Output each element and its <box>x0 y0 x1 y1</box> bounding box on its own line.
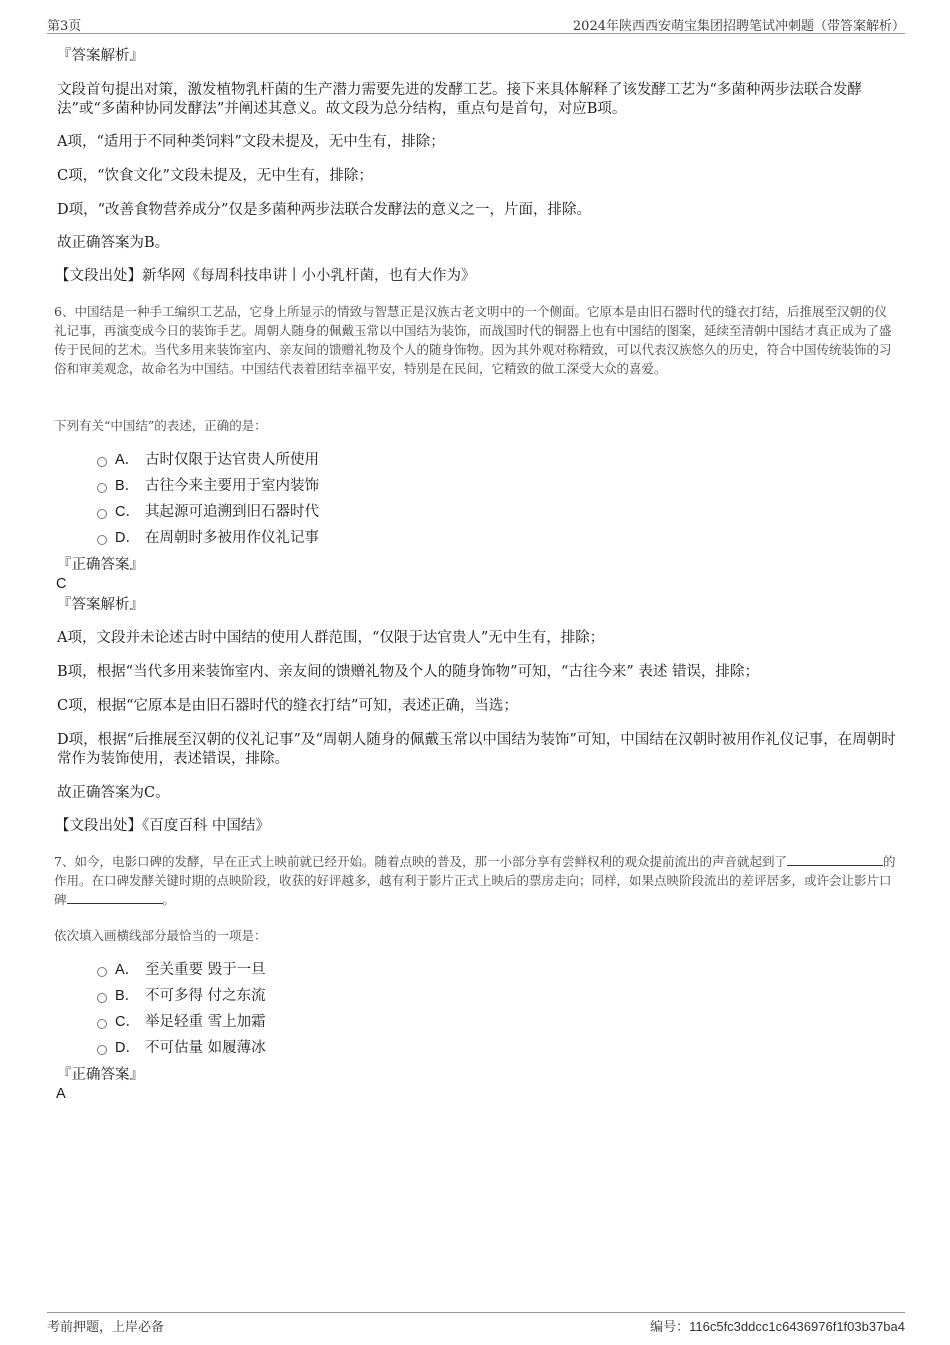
q6-passage: 6、中国结是一种手工编织工艺品，它身上所显示的情致与智慧正是汉族古老文明中的一个侧面。它原本是由旧石器时代的缝衣打结，后推展至汉朝的仪礼记事，再演变成今日的装饰手艺。周朝人随身的佩戴玉常以中国结为装饰，而战国时代的铜器上也有中国结的图案，延续至清朝中国结才真正成为了盛传于民间的艺术。当代多用来装饰室内、亲友间的馈赠礼物及个人的随身饰物。因为其外观对称精致，可以代表汉族悠久的历史，符合中国传统装饰的习俗和审美观念，故命名为中国结。中国结代表着团结幸福平安，特别是在民间，它精致的做工深受大众的喜爱。 <box>54 304 892 376</box>
q6-answer: C <box>56 576 67 592</box>
option-letter: D． <box>115 530 140 546</box>
q5-analysis-heading: 『答案解析』 <box>57 48 144 64</box>
radio-icon[interactable] <box>97 535 107 545</box>
q6-option-c[interactable] <box>97 502 319 522</box>
option-letter: A． <box>115 452 140 468</box>
code-value: 116c5fc3ddcc1c6436976f1f03b37ba4 <box>689 1319 905 1334</box>
option-letter: C． <box>115 1014 140 1030</box>
document-title: 2024年陕西西安萌宝集团招聘笔试冲刺题（带答案解析） <box>572 19 905 34</box>
q6-answer-heading: 『正确答案』 <box>57 557 144 573</box>
q6-option-d[interactable] <box>97 528 319 548</box>
q7-passage <box>54 852 896 909</box>
radio-icon[interactable] <box>97 967 107 977</box>
radio-icon[interactable] <box>97 457 107 467</box>
q5-analysis-option-a: A项，“适用于不同种类饲料”文段未提及，无中生有，排除； <box>57 134 445 150</box>
q7-passage-part2: 的作用。在口碑发酵关键时期的点映阶段，收获的好评越多，越有利于影片正式上映后的票房走向；同样，如果点映阶段流出的差评居多，或许会让影片口碑 <box>54 854 896 907</box>
q7-option-a[interactable] <box>97 960 266 980</box>
q7-passage-part3: 。 <box>162 892 176 907</box>
fill-blank-1 <box>787 854 883 866</box>
q6-analysis-option-b: B项，根据“当代多用来装饰室内、亲友间的馈赠礼物及个人的随身饰物”可知，“古往今来” 表述 错误，排除； <box>57 664 760 680</box>
q5-analysis-option-c: C项，“饮食文化”文段未提及，无中生有，排除； <box>57 168 373 184</box>
q6-analysis-option-c: C项，根据“它原本是由旧石器时代的缝衣打结”可知，表述正确，当选； <box>57 698 518 714</box>
q5-conclusion: 故正确答案为B。 <box>57 235 170 251</box>
q5-source: 【文段出处】新华网《每周科技串讲丨小小乳杆菌，也有大作为》 <box>55 268 476 284</box>
q5-analysis-para: 文段首句提出对策，激发植物乳杆菌的生产潜力需要先进的发酵工艺。接下来具体解释了该发酵工艺为“多菌种两步法联合发酵法”或“多菌种协同发酵法”并阐述其意义。故文段为总分结构，重点句是首句，对应B项。 <box>57 82 862 117</box>
q6-option-b[interactable] <box>97 476 319 496</box>
radio-icon[interactable] <box>97 483 107 493</box>
radio-icon[interactable] <box>97 1045 107 1055</box>
q7-answer: A <box>56 1086 66 1102</box>
option-letter: C． <box>115 504 140 520</box>
radio-icon[interactable] <box>97 1019 107 1029</box>
code-label: 编号： <box>650 1320 690 1335</box>
q6-analysis-option-d: D项，根据“后推展至汉朝的仪礼记事”及“周朝人随身的佩戴玉常以中国结为装饰”可知，中国结在汉朝时被用作礼仪记事，在周朝时常作为装饰使用，表述错误，排除。 <box>57 732 896 767</box>
fill-blank-2 <box>67 892 163 904</box>
q6-conclusion: 故正确答案为C。 <box>57 785 170 801</box>
q7-answer-heading: 『正确答案』 <box>57 1067 144 1083</box>
page-footer <box>47 1312 905 1334</box>
footer-slogan: 考前押题，上岸必备 <box>47 1320 165 1335</box>
radio-icon[interactable] <box>97 509 107 519</box>
option-letter: D． <box>115 1040 140 1056</box>
q6-analysis-heading: 『答案解析』 <box>57 597 144 613</box>
option-text: 其起源可追溯到旧石器时代 <box>145 504 319 520</box>
q7-prompt: 依次填入画横线部分最恰当的一项是： <box>54 928 267 943</box>
q7-option-c[interactable] <box>97 1012 266 1032</box>
option-text: 不可多得 付之东流 <box>145 988 266 1004</box>
page-number: 第3页 <box>47 19 82 34</box>
option-text: 在周朝时多被用作仪礼记事 <box>145 530 319 546</box>
radio-icon[interactable] <box>97 993 107 1003</box>
q6-source: 【文段出处】《百度百科 中国结》 <box>55 818 270 834</box>
q6-option-a[interactable] <box>97 450 319 470</box>
option-letter: B． <box>115 988 140 1004</box>
option-text: 不可估量 如履薄冰 <box>145 1040 266 1056</box>
document-code <box>650 1316 905 1335</box>
option-letter: A． <box>115 962 140 978</box>
q6-analysis-option-a: A项，文段并未论述古时中国结的使用人群范围，“仅限于达官贵人”无中生有，排除； <box>57 630 605 646</box>
q7-passage-part1: 7、如今，电影口碑的发酵，早在正式上映前就已经开始。随着点映的普及，那一小部分享有尝鲜权利的观众提前流出的声音就起到了 <box>54 854 787 869</box>
option-text: 至关重要 毁于一旦 <box>145 962 266 978</box>
q6-prompt: 下列有关“中国结”的表述，正确的是： <box>54 418 267 433</box>
option-text: 古时仅限于达官贵人所使用 <box>145 452 319 468</box>
option-text: 古往今来主要用于室内装饰 <box>145 478 319 494</box>
q7-option-d[interactable] <box>97 1038 266 1058</box>
page-header <box>47 12 905 34</box>
q7-option-b[interactable] <box>97 986 266 1006</box>
q5-analysis-option-d: D项，“改善食物营养成分”仅是多菌种两步法联合发酵法的意义之一，片面，排除。 <box>57 202 591 218</box>
option-text: 举足轻重 雪上加霜 <box>145 1014 266 1030</box>
option-letter: B． <box>115 478 140 494</box>
